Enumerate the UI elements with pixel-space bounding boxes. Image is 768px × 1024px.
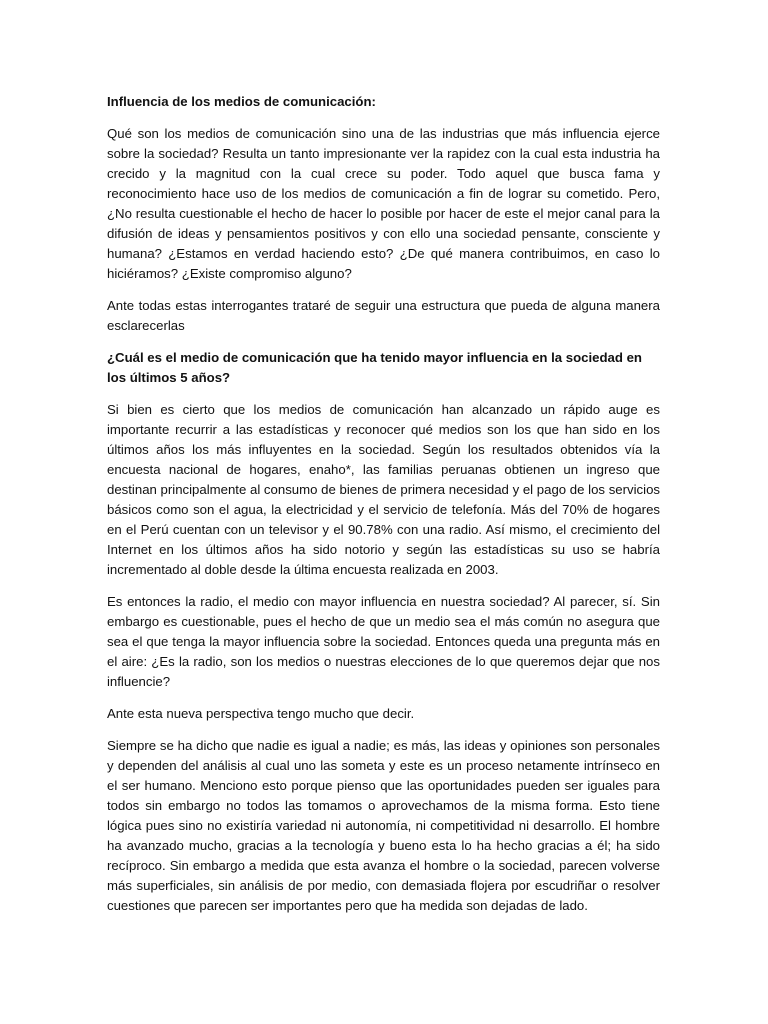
paragraph-structure: Ante todas estas interrogantes trataré de seguir una estructura que pueda de alguna manera esclarecerlas — [107, 298, 660, 333]
paragraph-reflection: Siempre se ha dicho que nadie es igual a nadie; es más, las ideas y opiniones son personales y dependen del análisis al cual uno las someta y este es un proceso netamente intrínseco en el ser humano. Menciono esto porque pienso que las oportunidades pueden ser iguales para todos sin embargo no todos las tomamos o aprovechamos de la misma forma. Esto tiene lógica pues sino no existiría variedad ni autonomía, ni competitividad ni desarrollo. El hombre ha avanzado mucho, gracias a la tecnología y bueno esta lo ha hecho gracias a él; ha sido recíproco. Sin embargo a medida que esta avanza el hombre o la sociedad, parecen volverse más superficiales, sin análisis de por medio, con demasiada flojera por escudriñar o resolver cuestiones que parecen ser importantes pero que ha medida son dejadas de lado. — [107, 738, 660, 913]
section-question: ¿Cuál es el medio de comunicación que ha tenido mayor influencia en la sociedad en los últimos 5 años? — [107, 350, 642, 385]
paragraph-statistics: Si bien es cierto que los medios de comunicación han alcanzado un rápido auge es importante recurrir a las estadísticas y reconocer qué medios son los que han sido en los últimos años los más influyentes en la sociedad. Según los resultados obtenidos vía la encuesta nacional de hogares, enaho*, las familias peruanas obtienen un ingreso que destinan principalmente al consumo de bienes de primera necesidad y el pago de los servicios básicos como son el agua, la electricidad y el servicio de telefonía. Más del 70% de hogares en el Perú cuentan con un televisor y el 90.78% con una radio. Así mismo, el crecimiento del Internet en los últimos años ha sido notorio y según las estadísticas su uso se habría incrementado al doble desde la última encuesta realizada en 2003. — [107, 402, 660, 577]
paragraph-perspective: Ante esta nueva perspectiva tengo mucho que decir. — [107, 706, 415, 721]
paragraph-radio: Es entonces la radio, el medio con mayor influencia en nuestra sociedad? Al parecer, sí. Sin embargo es cuestionable, pues el hecho de que un medio sea el más común no asegura que sea el que tenga la mayor influencia sobre la sociedad. Entonces queda una pregunta más en el aire: ¿Es la radio, son los medios o nuestras elecciones de lo que queremos dejar que nos influencie? — [107, 594, 660, 689]
document-title: Influencia de los medios de comunicación: — [107, 94, 376, 109]
paragraph-intro: Qué son los medios de comunicación sino una de las industrias que más influencia ejerce sobre la sociedad? Resulta un tanto impresionante ver la rapidez con la cual esta industria ha crecido y la magnitud con la cual crece su poder. Todo aquel que busca fama y reconocimiento hace uso de los medios de comunicación a fin de lograr su cometido. Pero, ¿No resulta cuestionable el hecho de hacer lo posible por hacer de este el mejor canal para la difusión de ideas y pensamientos positivos y con ello una sociedad pensante, consciente y humana? ¿Estamos en verdad haciendo esto? ¿De qué manera contribuimos, en caso lo hiciéramos? ¿Existe compromiso alguno? — [107, 126, 660, 281]
